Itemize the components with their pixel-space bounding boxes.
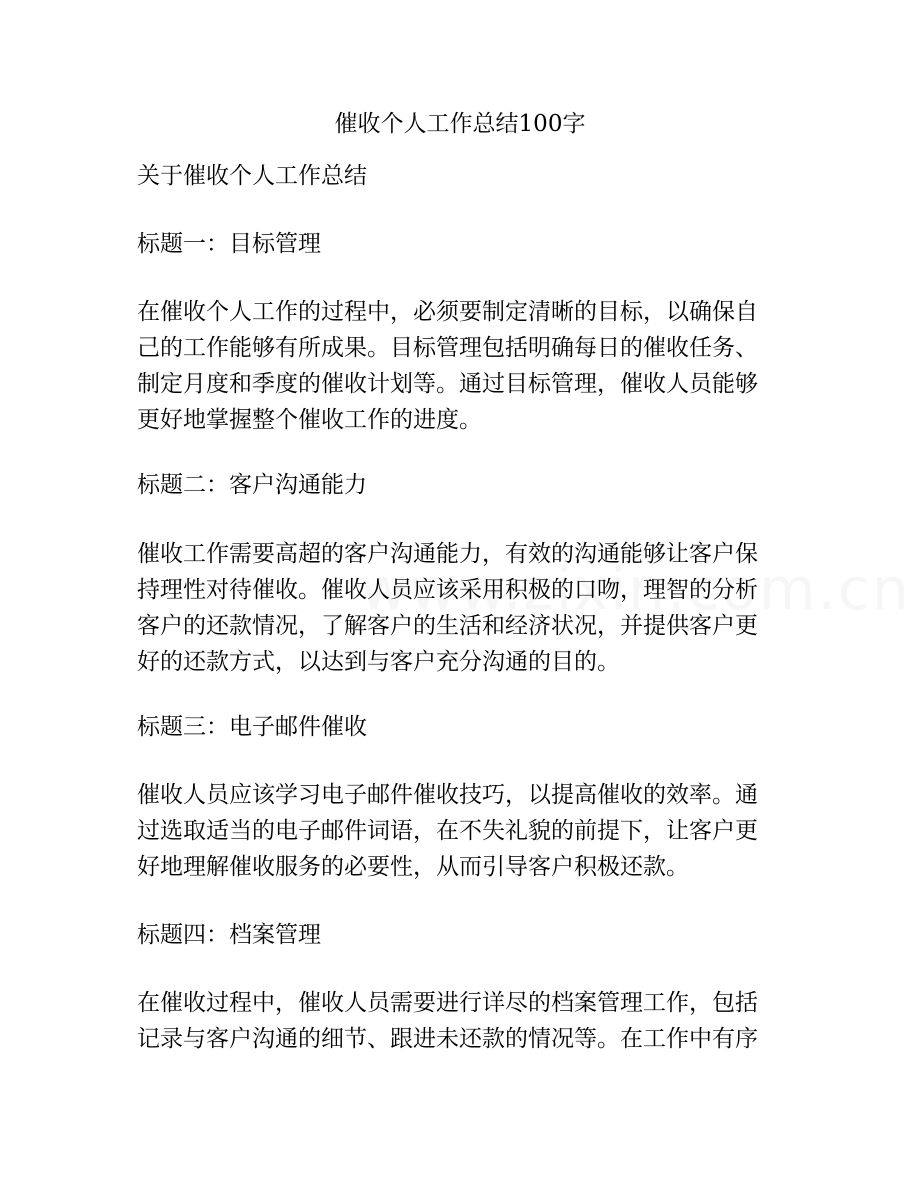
section-heading-1: 标题一：目标管理	[137, 231, 321, 257]
paragraph-line: 制定月度和季度的催收计划等。通过目标管理，催收人员能够	[137, 371, 758, 397]
paragraph-line: 客户的还款情况，了解客户的生活和经济状况，并提供客户更	[137, 613, 758, 639]
section-heading-4: 标题四：档案管理	[137, 922, 321, 948]
paragraph-line: 好的还款方式，以达到与客户充分沟通的目的。	[137, 649, 620, 675]
section-paragraph-3	[137, 777, 797, 885]
section-paragraph-4	[137, 985, 797, 1057]
paragraph-line: 己的工作能够有所成果。目标管理包括明确每日的催收任务、	[137, 335, 758, 361]
paragraph-line: 过选取适当的电子邮件词语，在不失礼貌的前提下，让客户更	[137, 818, 758, 844]
section-heading-3: 标题三：电子邮件催收	[137, 714, 367, 740]
paragraph-line: 持理性对待催收。催收人员应该采用积极的口吻，理智的分析	[137, 577, 758, 603]
paragraph-line: 记录与客户沟通的细节、跟进未还款的情况等。在工作中有序	[137, 1026, 758, 1052]
paragraph-line: 催收工作需要高超的客户沟通能力，有效的沟通能够让客户保	[137, 541, 758, 567]
section-paragraph-2	[137, 536, 797, 680]
paragraph-line: 好地理解催收服务的必要性，从而引导客户积极还款。	[137, 854, 689, 880]
paragraph-line: 更好地掌握整个催收工作的进度。	[137, 407, 482, 433]
paragraph-line: 催收人员应该学习电子邮件催收技巧，以提高催收的效率。通	[137, 782, 758, 808]
intro-line: 关于催收个人工作总结	[137, 163, 367, 189]
section-heading-2: 标题二：客户沟通能力	[137, 472, 367, 498]
section-paragraph-1	[137, 294, 797, 438]
document-title: 催收个人工作总结100字	[334, 111, 586, 137]
paragraph-line: 在催收个人工作的过程中，必须要制定清晰的目标，以确保自	[137, 299, 758, 325]
paragraph-line: 在催收过程中，催收人员需要进行详尽的档案管理工作，包括	[137, 990, 758, 1016]
